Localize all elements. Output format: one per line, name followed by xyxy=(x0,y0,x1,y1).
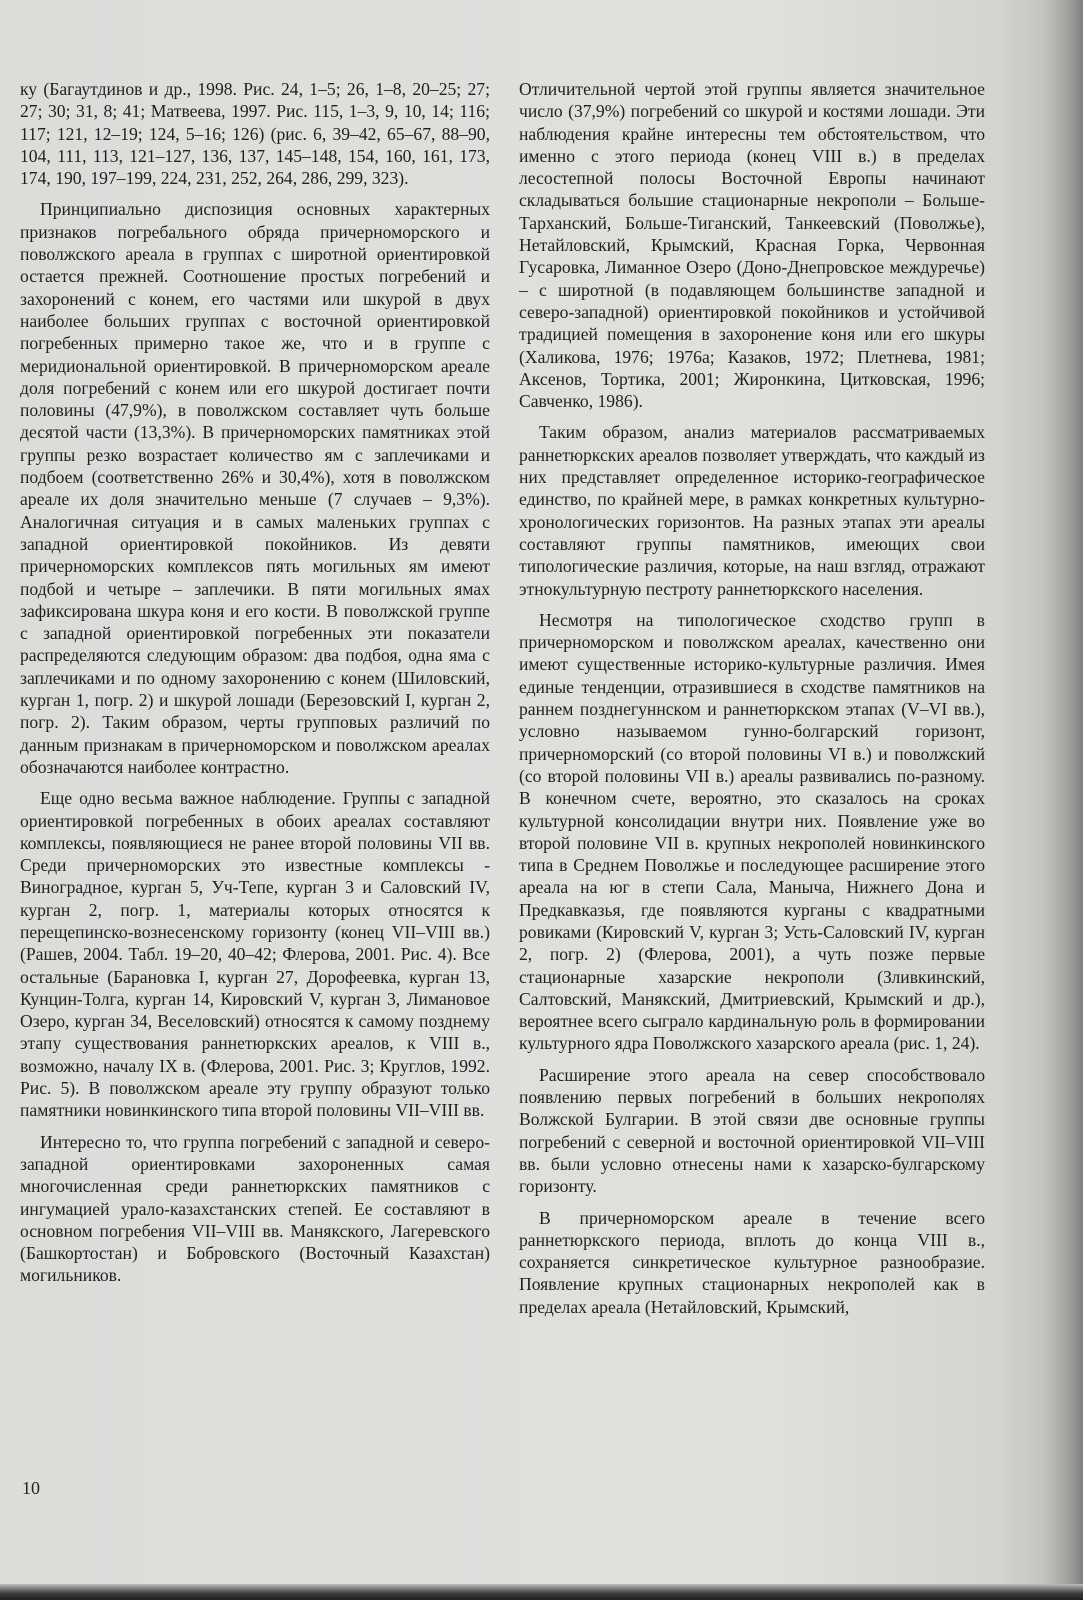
paragraph: Интересно то, что группа погребений с западной и северо-западной ориентировками захороненных самая многочисленная среди раннетюркских памятников с ингумацией урало-казахстанских степей. Ее составляют в основном погребения VII–VIII вв. Манякского, Лагеревского (Башкортостан) и Бобровского (Восточный Казахстан) могильников. xyxy=(20,1131,490,1286)
book-spine-shadow xyxy=(1043,0,1083,1600)
paragraph: Принципиально диспозиция основных характерных признаков погребального обряда причерноморского и поволжского ареала в группах с широтной ориентировкой остается прежней. Соотношение простых погребений и захоронений с конем, его частями или шкурой в двух наиболее больших группах с восточной ориентировкой погребенных примерно такое же, что и в группе с меридиональной ориентировкой. В причерноморском ареале доля погребений с конем или его шкурой достигает почти половины (47,9%), в поволжском составляет чуть больше десятой части (13,3%). В причерноморских памятниках этой группы резко возрастает количество ям с заплечиками и подбоем (соответственно 26% и 30,4%), хотя в поволжском ареале их доля значительно меньше (7 случаев – 9,3%). Аналогичная ситуация и в самых маленьких группах с западной ориентировкой покойников. Из девяти причерноморских комплексов пять могильных ям имеют подбой и четыре – заплечики. В пяти могильных ямах зафиксирована шкура коня и его кости. В поволжской группе с западной ориентировкой погребенных эти показатели распределяются следующим образом: два подбоя, одна яма с заплечиками и по одному захоронению с конем (Шиловский, курган 1, погр. 2) и шкурой лошади (Березовский I, курган 2, погр. 2). Таким образом, черты групповых различий по данным признакам в причерноморском и поволжском ареалах обозначаются наиболее контрастно. xyxy=(20,199,490,777)
scan-bottom-edge xyxy=(0,1584,1083,1600)
left-text-column xyxy=(20,78,490,1296)
paragraph: Еще одно весьма важное наблюдение. Группы с западной ориентировкой погребенных в обоих ареалах составляют комплексы, появляющиеся не ранее второй половины VII вв. Среди причерноморских это известные комплексы - Виноградное, курган 5, Уч-Тепе, курган 3 и Саловский IV, курган 2, погр. 1, материалы которых относятся к перещепинско-вознесенскому горизонту (конец VII–VIII вв.) (Рашев, 2004. Табл. 19–20, 40–42; Флерова, 2001. Рис. 4). Все остальные (Барановка I, курган 27, Дорофеевка, курган 13, Кунцин-Толга, курган 14, Кировский V, курган 3, Лимановое Озеро, курган 34, Веселовский) относятся к самому позднему этапу существования раннетюркских ареалов, к VIII в., возможно, началу IX в. (Флерова, 2001. Рис. 3; Круглов, 1992. Рис. 5). В поволжском ареале эту группу образуют только памятники новинкинского типа второй половины VII–VIII вв. xyxy=(20,788,490,1121)
page-number: 10 xyxy=(22,1478,40,1498)
right-text-column xyxy=(519,78,985,1327)
paragraph: Таким образом, анализ материалов рассматриваемых раннетюркских ареалов позволяет утверждать, что каждый из них представляет определенное историко-географическое единство, по крайней мере, в рамках конкретных культурно-хронологических горизонтов. На разных этапах эти ареалы составляют группы памятников, имеющих свои типологические различия, которые, на наш взгляд, отражают этнокультурную пестроту раннетюркского населения. xyxy=(519,422,985,599)
paragraph: В причерноморском ареале в течение всего раннетюркского периода, вплоть до конца VIII в., сохраняется синкретическое культурное разнообразие. Появление крупных стационарных некрополей как в пределах ареала (Нетайловский, Крымский, xyxy=(519,1207,985,1317)
paragraph: ку (Багаутдинов и др., 1998. Рис. 24, 1–5; 26, 1–8, 20–25; 27; 27; 30; 31, 8; 41; Матвеева, 1997. Рис. 115, 1–3, 9, 10, 14; 116; 117; 121, 12–19; 124, 5–16; 126) (рис. 6, 39–42, 65–67, 88–90, 104, 111, 113, 121–127, 136, 137, 145–148, 154, 160, 161, 173, 174, 190, 197–199, 224, 231, 252, 264, 286, 299, 323). xyxy=(20,79,490,189)
paragraph: Несмотря на типологическое сходство групп в причерноморском и поволжском ареалах, качественно они имеют существенные историко-культурные различия. Имея единые тенденции, отразившиеся в сходстве памятников на раннем позднегуннском и раннетюркском этапах (V–VI вв.), условно называемом гунно-болгарский горизонт, причерноморский (со второй половины VI в.) и поволжский (со второй половины VII в.) ареалы развивались по-разному. В конечном счете, вероятно, это сказалось на сроках культурной консолидации внутри них. Появление уже во второй половине VII в. крупных некрополей новинкинского типа в Среднем Поволжье и последующее расширение этого ареала на юг в степи Сала, Маныча, Нижнего Дона и Предкавказья, где появляются курганы с квадратными ровиками (Кировский V, курган 3; Усть-Саловский IV, курган 2, погр. 2) (Флерова, 2001), а чуть позже первые стационарные хазарские некрополи (Зливкинский, Салтовский, Манякский, Дмитриевский, Крымский и др.), вероятнее всего сыграло кардинальную роль в формировании культурного ядра Поволжского хазарского ареала (рис. 1, 24). xyxy=(519,609,985,1054)
paragraph: Расширение этого ареала на север способствовало появлению первых погребений в больших некрополях Волжской Булгарии. В этой связи две основные группы погребений с северной и восточной ориентировкой VII–VIII вв. были условно отнесены нами к хазарско-булгарскому горизонту. xyxy=(519,1064,985,1197)
paragraph: Отличительной чертой этой группы является значительное число (37,9%) погребений со шкурой и костями лошади. Эти наблюдения крайне интересны тем обстоятельством, что именно с этого периода (конец VIII в.) в пределах лесостепной полосы Восточной Европы начинают складываться большие стационарные некрополи – Больше-Тарханский, Больше-Тиганский, Танкеевский (Поволжье), Нетайловский, Крымский, Красная Горка, Червонная Гусаровка, Лиманное Озеро (Доно-Днепровское междуречье) – с широтной (в подавляющем большинстве западной и северо-западной) ориентировкой покойников и устойчивой традицией помещения в захоронение коня или его шкуры (Халикова, 1976; 1976а; Казаков, 1972; Плетнева, 1981; Аксенов, Тортика, 2001; Жиронкина, Цитковская, 1996; Савченко, 1986). xyxy=(519,79,985,412)
